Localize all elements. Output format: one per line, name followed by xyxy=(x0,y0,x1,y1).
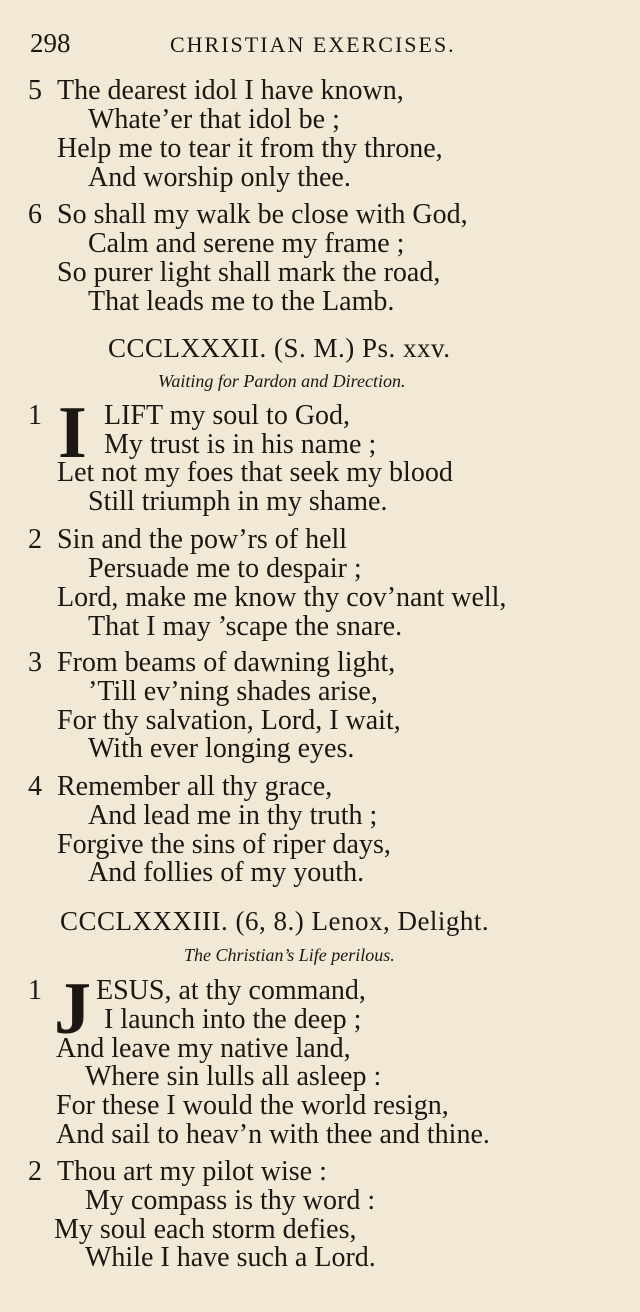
hymn-subtitle: Waiting for Pardon and Direction. xyxy=(158,371,406,391)
verse-line: And sail to heav’n with thee and thine. xyxy=(56,1119,490,1150)
verse-number: 6 xyxy=(28,199,42,230)
verse-line: I launch into the deep ; xyxy=(104,1004,362,1035)
verse-line: Sin and the pow’rs of hell xyxy=(57,524,348,555)
verse-number: 4 xyxy=(28,771,42,802)
verse-number: 3 xyxy=(28,647,42,678)
verse-line: And follies of my youth. xyxy=(88,857,365,888)
page-number: 298 xyxy=(30,28,71,58)
drop-cap: I xyxy=(58,392,87,474)
verse-line: That I may ’scape the snare. xyxy=(88,611,403,642)
verse-line: My trust is in his name ; xyxy=(104,429,377,460)
verse-line: And leave my native land, xyxy=(56,1033,351,1064)
verse-line: Calm and serene my frame ; xyxy=(88,228,405,259)
verse-line: So purer light shall mark the road, xyxy=(57,257,441,288)
verse-line: Persuade me to despair ; xyxy=(88,553,362,584)
verse-number: 2 xyxy=(28,524,42,555)
verse-line: And worship only thee. xyxy=(88,162,351,193)
hymn-title: CCCLXXXIII. (6, 8.) Lenox, Delight. xyxy=(60,906,490,936)
verse-line: Still triumph in my shame. xyxy=(88,486,388,517)
running-title: CHRISTIAN EXERCISES. xyxy=(170,32,456,57)
verse-number: 2 xyxy=(28,1156,42,1187)
drop-cap: J xyxy=(54,968,91,1050)
verse-line: Let not my foes that seek my blood xyxy=(57,457,453,488)
verse-line: Lord, make me know thy cov’nant well, xyxy=(57,582,507,613)
verse-line: That leads me to the Lamb. xyxy=(88,286,395,317)
verse-line: Help me to tear it from thy throne, xyxy=(57,133,443,164)
hymn-subtitle: The Christian’s Life perilous. xyxy=(184,945,395,965)
verse-line: With ever longing eyes. xyxy=(88,733,355,764)
verse-line: Forgive the sins of riper days, xyxy=(57,829,391,860)
verse-line: From beams of dawning light, xyxy=(57,647,396,678)
verse-line: Remember all thy grace, xyxy=(57,771,333,802)
verse-number: 1 xyxy=(28,400,42,431)
verse-line: The dearest idol I have known, xyxy=(57,75,404,106)
verse-line: While I have such a Lord. xyxy=(85,1242,376,1273)
verse-line: ’Till ev’ning shades arise, xyxy=(88,676,378,707)
verse-number: 5 xyxy=(28,75,42,106)
verse-line: Whate’er that idol be ; xyxy=(88,104,340,135)
verse-number: 1 xyxy=(28,975,42,1006)
verse-line: For thy salvation, Lord, I wait, xyxy=(57,705,401,736)
verse-line: For these I would the world resign, xyxy=(56,1090,449,1121)
verse-line: My soul each storm defies, xyxy=(54,1214,357,1245)
verse-line: ESUS, at thy command, xyxy=(96,975,366,1006)
verse-line: Where sin lulls all asleep : xyxy=(85,1061,382,1092)
verse-line: And lead me in thy truth ; xyxy=(88,800,378,831)
hymn-title: CCCLXXXII. (S. M.) Ps. xxv. xyxy=(108,333,451,363)
page-header xyxy=(30,28,610,62)
verse-line: LIFT my soul to God, xyxy=(104,400,351,431)
verse-line: My compass is thy word : xyxy=(85,1185,376,1216)
verse-line: So shall my walk be close with God, xyxy=(57,199,468,230)
verse-line: Thou art my pilot wise : xyxy=(57,1156,327,1187)
